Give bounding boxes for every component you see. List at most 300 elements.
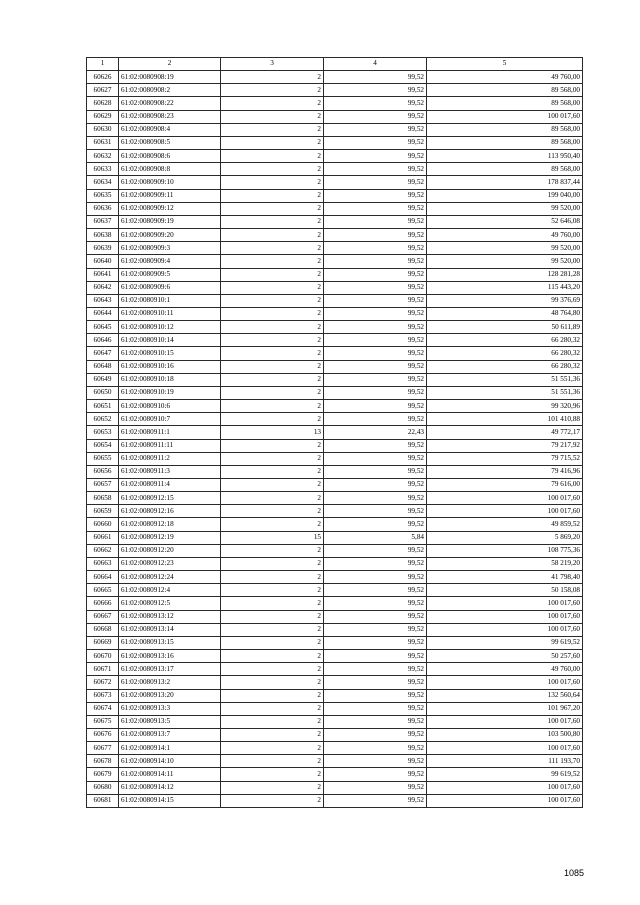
row-number-cell: 60660 bbox=[87, 518, 119, 531]
value-cell: 100 017,60 bbox=[427, 597, 583, 610]
cadastral-number-cell: 61:02:0080914:11 bbox=[119, 768, 221, 781]
count-cell: 2 bbox=[221, 71, 324, 84]
data-table bbox=[86, 57, 583, 808]
value-cell: 66 280,32 bbox=[427, 334, 583, 347]
row-number-cell: 60638 bbox=[87, 229, 119, 242]
count-cell: 2 bbox=[221, 136, 324, 149]
table-row bbox=[87, 452, 583, 465]
cadastral-number-cell: 61:02:0080913:17 bbox=[119, 663, 221, 676]
cadastral-number-cell: 61:02:0080913:14 bbox=[119, 623, 221, 636]
rate-cell: 99,52 bbox=[324, 97, 427, 110]
row-number-cell: 60646 bbox=[87, 334, 119, 347]
rate-cell: 99,52 bbox=[324, 373, 427, 386]
count-cell: 2 bbox=[221, 479, 324, 492]
cadastral-number-cell: 61:02:0080910:14 bbox=[119, 334, 221, 347]
row-number-cell: 60669 bbox=[87, 636, 119, 649]
count-cell: 2 bbox=[221, 439, 324, 452]
row-number-cell: 60665 bbox=[87, 584, 119, 597]
value-cell: 103 500,80 bbox=[427, 728, 583, 741]
table-row bbox=[87, 386, 583, 399]
count-cell: 2 bbox=[221, 702, 324, 715]
cadastral-number-cell: 61:02:0080912:5 bbox=[119, 597, 221, 610]
rate-cell: 99,52 bbox=[324, 242, 427, 255]
header-cell-2: 2 bbox=[119, 58, 221, 71]
cadastral-number-cell: 61:02:0080908:19 bbox=[119, 71, 221, 84]
cadastral-number-cell: 61:02:0080911:3 bbox=[119, 465, 221, 478]
cadastral-number-cell: 61:02:0080913:2 bbox=[119, 676, 221, 689]
rate-cell: 99,52 bbox=[324, 110, 427, 123]
table-row bbox=[87, 163, 583, 176]
table-row bbox=[87, 215, 583, 228]
table-row bbox=[87, 439, 583, 452]
rate-cell: 22,43 bbox=[324, 426, 427, 439]
cadastral-number-cell: 61:02:0080910:1 bbox=[119, 294, 221, 307]
count-cell: 2 bbox=[221, 386, 324, 399]
rate-cell: 99,52 bbox=[324, 268, 427, 281]
table-row bbox=[87, 557, 583, 570]
count-cell: 2 bbox=[221, 242, 324, 255]
rate-cell: 99,52 bbox=[324, 544, 427, 557]
count-cell: 2 bbox=[221, 347, 324, 360]
row-number-cell: 60671 bbox=[87, 663, 119, 676]
table-row bbox=[87, 334, 583, 347]
row-number-cell: 60670 bbox=[87, 650, 119, 663]
value-cell: 89 568,00 bbox=[427, 97, 583, 110]
row-number-cell: 60656 bbox=[87, 465, 119, 478]
table-row bbox=[87, 255, 583, 268]
rate-cell: 99,52 bbox=[324, 229, 427, 242]
value-cell: 100 017,60 bbox=[427, 742, 583, 755]
table-row bbox=[87, 636, 583, 649]
cadastral-number-cell: 61:02:0080909:19 bbox=[119, 215, 221, 228]
table-row bbox=[87, 571, 583, 584]
row-number-cell: 60667 bbox=[87, 610, 119, 623]
cadastral-number-cell: 61:02:0080912:4 bbox=[119, 584, 221, 597]
row-number-cell: 60641 bbox=[87, 268, 119, 281]
cadastral-number-cell: 61:02:0080909:20 bbox=[119, 229, 221, 242]
cadastral-number-cell: 61:02:0080913:12 bbox=[119, 610, 221, 623]
count-cell: 2 bbox=[221, 373, 324, 386]
cadastral-number-cell: 61:02:0080914:12 bbox=[119, 781, 221, 794]
count-cell: 2 bbox=[221, 334, 324, 347]
row-number-cell: 60628 bbox=[87, 97, 119, 110]
table-row bbox=[87, 413, 583, 426]
rate-cell: 99,52 bbox=[324, 452, 427, 465]
table-row bbox=[87, 373, 583, 386]
value-cell: 100 017,60 bbox=[427, 110, 583, 123]
table-row bbox=[87, 742, 583, 755]
cadastral-number-cell: 61:02:0080912:16 bbox=[119, 505, 221, 518]
row-number-cell: 60645 bbox=[87, 321, 119, 334]
cadastral-number-cell: 61:02:0080912:20 bbox=[119, 544, 221, 557]
cadastral-number-cell: 61:02:0080909:11 bbox=[119, 189, 221, 202]
cadastral-number-cell: 61:02:0080910:19 bbox=[119, 386, 221, 399]
value-cell: 89 568,00 bbox=[427, 123, 583, 136]
count-cell: 2 bbox=[221, 268, 324, 281]
count-cell: 2 bbox=[221, 505, 324, 518]
row-number-cell: 60647 bbox=[87, 347, 119, 360]
value-cell: 132 560,64 bbox=[427, 689, 583, 702]
row-number-cell: 60632 bbox=[87, 150, 119, 163]
row-number-cell: 60639 bbox=[87, 242, 119, 255]
count-cell: 2 bbox=[221, 755, 324, 768]
rate-cell: 5,84 bbox=[324, 531, 427, 544]
value-cell: 100 017,60 bbox=[427, 623, 583, 636]
rate-cell: 99,52 bbox=[324, 557, 427, 570]
rate-cell: 99,52 bbox=[324, 584, 427, 597]
count-cell: 2 bbox=[221, 84, 324, 97]
value-cell: 58 219,20 bbox=[427, 557, 583, 570]
table-row bbox=[87, 755, 583, 768]
row-number-cell: 60627 bbox=[87, 84, 119, 97]
rate-cell: 99,52 bbox=[324, 465, 427, 478]
count-cell: 2 bbox=[221, 715, 324, 728]
cadastral-number-cell: 61:02:0080913:16 bbox=[119, 650, 221, 663]
value-cell: 89 568,00 bbox=[427, 163, 583, 176]
cadastral-number-cell: 61:02:0080912:19 bbox=[119, 531, 221, 544]
count-cell: 15 bbox=[221, 531, 324, 544]
rate-cell: 99,52 bbox=[324, 71, 427, 84]
row-number-cell: 60644 bbox=[87, 307, 119, 320]
rate-cell: 99,52 bbox=[324, 610, 427, 623]
count-cell: 2 bbox=[221, 676, 324, 689]
rate-cell: 99,52 bbox=[324, 202, 427, 215]
value-cell: 99 320,96 bbox=[427, 400, 583, 413]
table-row bbox=[87, 702, 583, 715]
value-cell: 89 568,00 bbox=[427, 84, 583, 97]
table-row bbox=[87, 202, 583, 215]
row-number-cell: 60672 bbox=[87, 676, 119, 689]
count-cell: 2 bbox=[221, 663, 324, 676]
value-cell: 99 520,00 bbox=[427, 242, 583, 255]
rate-cell: 99,52 bbox=[324, 768, 427, 781]
value-cell: 79 217,92 bbox=[427, 439, 583, 452]
value-cell: 51 551,36 bbox=[427, 373, 583, 386]
cadastral-number-cell: 61:02:0080911:2 bbox=[119, 452, 221, 465]
table-row bbox=[87, 347, 583, 360]
cadastral-number-cell: 61:02:0080908:8 bbox=[119, 163, 221, 176]
count-cell: 2 bbox=[221, 571, 324, 584]
header-cell-3: 3 bbox=[221, 58, 324, 71]
cadastral-number-cell: 61:02:0080910:12 bbox=[119, 321, 221, 334]
count-cell: 2 bbox=[221, 650, 324, 663]
count-cell: 2 bbox=[221, 281, 324, 294]
count-cell: 2 bbox=[221, 781, 324, 794]
value-cell: 178 837,44 bbox=[427, 176, 583, 189]
table-row bbox=[87, 123, 583, 136]
row-number-cell: 60635 bbox=[87, 189, 119, 202]
row-number-cell: 60673 bbox=[87, 689, 119, 702]
count-cell: 2 bbox=[221, 110, 324, 123]
value-cell: 101 967,20 bbox=[427, 702, 583, 715]
rate-cell: 99,52 bbox=[324, 360, 427, 373]
rate-cell: 99,52 bbox=[324, 255, 427, 268]
count-cell: 2 bbox=[221, 597, 324, 610]
count-cell: 2 bbox=[221, 518, 324, 531]
value-cell: 66 280,32 bbox=[427, 360, 583, 373]
table-row bbox=[87, 781, 583, 794]
count-cell: 2 bbox=[221, 584, 324, 597]
value-cell: 101 410,88 bbox=[427, 413, 583, 426]
value-cell: 100 017,60 bbox=[427, 610, 583, 623]
table-row bbox=[87, 479, 583, 492]
rate-cell: 99,52 bbox=[324, 439, 427, 452]
count-cell: 2 bbox=[221, 728, 324, 741]
row-number-cell: 60643 bbox=[87, 294, 119, 307]
rate-cell: 99,52 bbox=[324, 150, 427, 163]
row-number-cell: 60663 bbox=[87, 557, 119, 570]
count-cell: 2 bbox=[221, 465, 324, 478]
table-row bbox=[87, 136, 583, 149]
cadastral-number-cell: 61:02:0080909:6 bbox=[119, 281, 221, 294]
table-row bbox=[87, 400, 583, 413]
count-cell: 2 bbox=[221, 636, 324, 649]
row-number-cell: 60650 bbox=[87, 386, 119, 399]
table-row bbox=[87, 505, 583, 518]
row-number-cell: 60633 bbox=[87, 163, 119, 176]
table-row bbox=[87, 689, 583, 702]
value-cell: 49 772,17 bbox=[427, 426, 583, 439]
count-cell: 2 bbox=[221, 400, 324, 413]
count-cell: 2 bbox=[221, 452, 324, 465]
count-cell: 2 bbox=[221, 413, 324, 426]
row-number-cell: 60634 bbox=[87, 176, 119, 189]
value-cell: 79 616,00 bbox=[427, 479, 583, 492]
count-cell: 2 bbox=[221, 163, 324, 176]
row-number-cell: 60659 bbox=[87, 505, 119, 518]
table-row bbox=[87, 294, 583, 307]
cadastral-number-cell: 61:02:0080909:12 bbox=[119, 202, 221, 215]
row-number-cell: 60677 bbox=[87, 742, 119, 755]
table-row bbox=[87, 768, 583, 781]
rate-cell: 99,52 bbox=[324, 794, 427, 807]
rate-cell: 99,52 bbox=[324, 571, 427, 584]
rate-cell: 99,52 bbox=[324, 123, 427, 136]
table-row bbox=[87, 360, 583, 373]
rate-cell: 99,52 bbox=[324, 347, 427, 360]
cadastral-number-cell: 61:02:0080908:5 bbox=[119, 136, 221, 149]
value-cell: 108 775,36 bbox=[427, 544, 583, 557]
rate-cell: 99,52 bbox=[324, 755, 427, 768]
count-cell: 2 bbox=[221, 150, 324, 163]
row-number-cell: 60666 bbox=[87, 597, 119, 610]
rate-cell: 99,52 bbox=[324, 321, 427, 334]
table-row bbox=[87, 544, 583, 557]
table-row bbox=[87, 189, 583, 202]
rate-cell: 99,52 bbox=[324, 281, 427, 294]
value-cell: 99 376,69 bbox=[427, 294, 583, 307]
rate-cell: 99,52 bbox=[324, 176, 427, 189]
count-cell: 2 bbox=[221, 742, 324, 755]
value-cell: 100 017,60 bbox=[427, 492, 583, 505]
count-cell: 2 bbox=[221, 215, 324, 228]
cadastral-number-cell: 61:02:0080908:23 bbox=[119, 110, 221, 123]
cadastral-number-cell: 61:02:0080908:22 bbox=[119, 97, 221, 110]
count-cell: 2 bbox=[221, 307, 324, 320]
rate-cell: 99,52 bbox=[324, 386, 427, 399]
row-number-cell: 60629 bbox=[87, 110, 119, 123]
rate-cell: 99,52 bbox=[324, 163, 427, 176]
cadastral-number-cell: 61:02:0080912:24 bbox=[119, 571, 221, 584]
count-cell: 2 bbox=[221, 557, 324, 570]
cadastral-number-cell: 61:02:0080909:5 bbox=[119, 268, 221, 281]
count-cell: 2 bbox=[221, 544, 324, 557]
value-cell: 100 017,60 bbox=[427, 715, 583, 728]
rate-cell: 99,52 bbox=[324, 400, 427, 413]
cadastral-number-cell: 61:02:0080908:6 bbox=[119, 150, 221, 163]
value-cell: 99 619,52 bbox=[427, 636, 583, 649]
rate-cell: 99,52 bbox=[324, 728, 427, 741]
value-cell: 66 280,32 bbox=[427, 347, 583, 360]
rate-cell: 99,52 bbox=[324, 702, 427, 715]
count-cell: 2 bbox=[221, 610, 324, 623]
table-row bbox=[87, 242, 583, 255]
table-header bbox=[87, 58, 583, 71]
row-number-cell: 60658 bbox=[87, 492, 119, 505]
table-row bbox=[87, 610, 583, 623]
table-row bbox=[87, 321, 583, 334]
table-row bbox=[87, 597, 583, 610]
row-number-cell: 60678 bbox=[87, 755, 119, 768]
value-cell: 50 611,89 bbox=[427, 321, 583, 334]
count-cell: 2 bbox=[221, 202, 324, 215]
value-cell: 100 017,60 bbox=[427, 781, 583, 794]
cadastral-number-cell: 61:02:0080913:15 bbox=[119, 636, 221, 649]
header-cell-5: 5 bbox=[427, 58, 583, 71]
table-row bbox=[87, 307, 583, 320]
cadastral-number-cell: 61:02:0080913:7 bbox=[119, 728, 221, 741]
value-cell: 49 859,52 bbox=[427, 518, 583, 531]
cadastral-number-cell: 61:02:0080911:1 bbox=[119, 426, 221, 439]
table-row bbox=[87, 623, 583, 636]
rate-cell: 99,52 bbox=[324, 518, 427, 531]
rate-cell: 99,52 bbox=[324, 597, 427, 610]
cadastral-number-cell: 61:02:0080913:20 bbox=[119, 689, 221, 702]
count-cell: 2 bbox=[221, 689, 324, 702]
page-number: 1085 bbox=[563, 868, 584, 878]
value-cell: 100 017,60 bbox=[427, 794, 583, 807]
rate-cell: 99,52 bbox=[324, 413, 427, 426]
value-cell: 99 520,00 bbox=[427, 202, 583, 215]
rate-cell: 99,52 bbox=[324, 334, 427, 347]
count-cell: 2 bbox=[221, 123, 324, 136]
value-cell: 49 760,00 bbox=[427, 229, 583, 242]
count-cell: 2 bbox=[221, 229, 324, 242]
cadastral-number-cell: 61:02:0080913:3 bbox=[119, 702, 221, 715]
row-number-cell: 60640 bbox=[87, 255, 119, 268]
rate-cell: 99,52 bbox=[324, 623, 427, 636]
rate-cell: 99,52 bbox=[324, 715, 427, 728]
row-number-cell: 60655 bbox=[87, 452, 119, 465]
cadastral-number-cell: 61:02:0080912:18 bbox=[119, 518, 221, 531]
row-number-cell: 60661 bbox=[87, 531, 119, 544]
rate-cell: 99,52 bbox=[324, 136, 427, 149]
cadastral-number-cell: 61:02:0080909:4 bbox=[119, 255, 221, 268]
cadastral-number-cell: 61:02:0080911:11 bbox=[119, 439, 221, 452]
value-cell: 79 715,52 bbox=[427, 452, 583, 465]
table-row bbox=[87, 268, 583, 281]
table-row bbox=[87, 492, 583, 505]
rate-cell: 99,52 bbox=[324, 663, 427, 676]
row-number-cell: 60679 bbox=[87, 768, 119, 781]
value-cell: 199 040,00 bbox=[427, 189, 583, 202]
count-cell: 2 bbox=[221, 321, 324, 334]
row-number-cell: 60654 bbox=[87, 439, 119, 452]
table-row bbox=[87, 465, 583, 478]
row-number-cell: 60630 bbox=[87, 123, 119, 136]
table-row bbox=[87, 794, 583, 807]
table-row bbox=[87, 584, 583, 597]
table-row bbox=[87, 229, 583, 242]
row-number-cell: 60662 bbox=[87, 544, 119, 557]
row-number-cell: 60680 bbox=[87, 781, 119, 794]
row-number-cell: 60651 bbox=[87, 400, 119, 413]
value-cell: 115 443,20 bbox=[427, 281, 583, 294]
rate-cell: 99,52 bbox=[324, 189, 427, 202]
value-cell: 100 017,60 bbox=[427, 505, 583, 518]
value-cell: 100 017,60 bbox=[427, 676, 583, 689]
rate-cell: 99,52 bbox=[324, 294, 427, 307]
table-row bbox=[87, 676, 583, 689]
table-row bbox=[87, 150, 583, 163]
rate-cell: 99,52 bbox=[324, 492, 427, 505]
table-row bbox=[87, 663, 583, 676]
row-number-cell: 60636 bbox=[87, 202, 119, 215]
row-number-cell: 60657 bbox=[87, 479, 119, 492]
row-number-cell: 60649 bbox=[87, 373, 119, 386]
cadastral-number-cell: 61:02:0080910:6 bbox=[119, 400, 221, 413]
value-cell: 48 764,80 bbox=[427, 307, 583, 320]
row-number-cell: 60675 bbox=[87, 715, 119, 728]
rate-cell: 99,52 bbox=[324, 479, 427, 492]
row-number-cell: 60681 bbox=[87, 794, 119, 807]
value-cell: 99 619,52 bbox=[427, 768, 583, 781]
row-number-cell: 60668 bbox=[87, 623, 119, 636]
table-row bbox=[87, 650, 583, 663]
rate-cell: 99,52 bbox=[324, 689, 427, 702]
value-cell: 50 158,08 bbox=[427, 584, 583, 597]
value-cell: 113 950,40 bbox=[427, 150, 583, 163]
rate-cell: 99,52 bbox=[324, 676, 427, 689]
row-number-cell: 60676 bbox=[87, 728, 119, 741]
table-row bbox=[87, 531, 583, 544]
table-row bbox=[87, 518, 583, 531]
header-cell-1: 1 bbox=[87, 58, 119, 71]
table-row bbox=[87, 426, 583, 439]
row-number-cell: 60642 bbox=[87, 281, 119, 294]
count-cell: 2 bbox=[221, 294, 324, 307]
value-cell: 79 416,96 bbox=[427, 465, 583, 478]
count-cell: 2 bbox=[221, 492, 324, 505]
rate-cell: 99,52 bbox=[324, 307, 427, 320]
rate-cell: 99,52 bbox=[324, 781, 427, 794]
row-number-cell: 60631 bbox=[87, 136, 119, 149]
rate-cell: 99,52 bbox=[324, 650, 427, 663]
header-row bbox=[87, 58, 583, 71]
cadastral-number-cell: 61:02:0080910:11 bbox=[119, 307, 221, 320]
row-number-cell: 60653 bbox=[87, 426, 119, 439]
count-cell: 13 bbox=[221, 426, 324, 439]
value-cell: 50 257,60 bbox=[427, 650, 583, 663]
count-cell: 2 bbox=[221, 176, 324, 189]
rate-cell: 99,52 bbox=[324, 742, 427, 755]
count-cell: 2 bbox=[221, 97, 324, 110]
cadastral-number-cell: 61:02:0080911:4 bbox=[119, 479, 221, 492]
count-cell: 2 bbox=[221, 189, 324, 202]
cadastral-number-cell: 61:02:0080913:5 bbox=[119, 715, 221, 728]
cadastral-number-cell: 61:02:0080908:2 bbox=[119, 84, 221, 97]
cadastral-number-cell: 61:02:0080908:4 bbox=[119, 123, 221, 136]
